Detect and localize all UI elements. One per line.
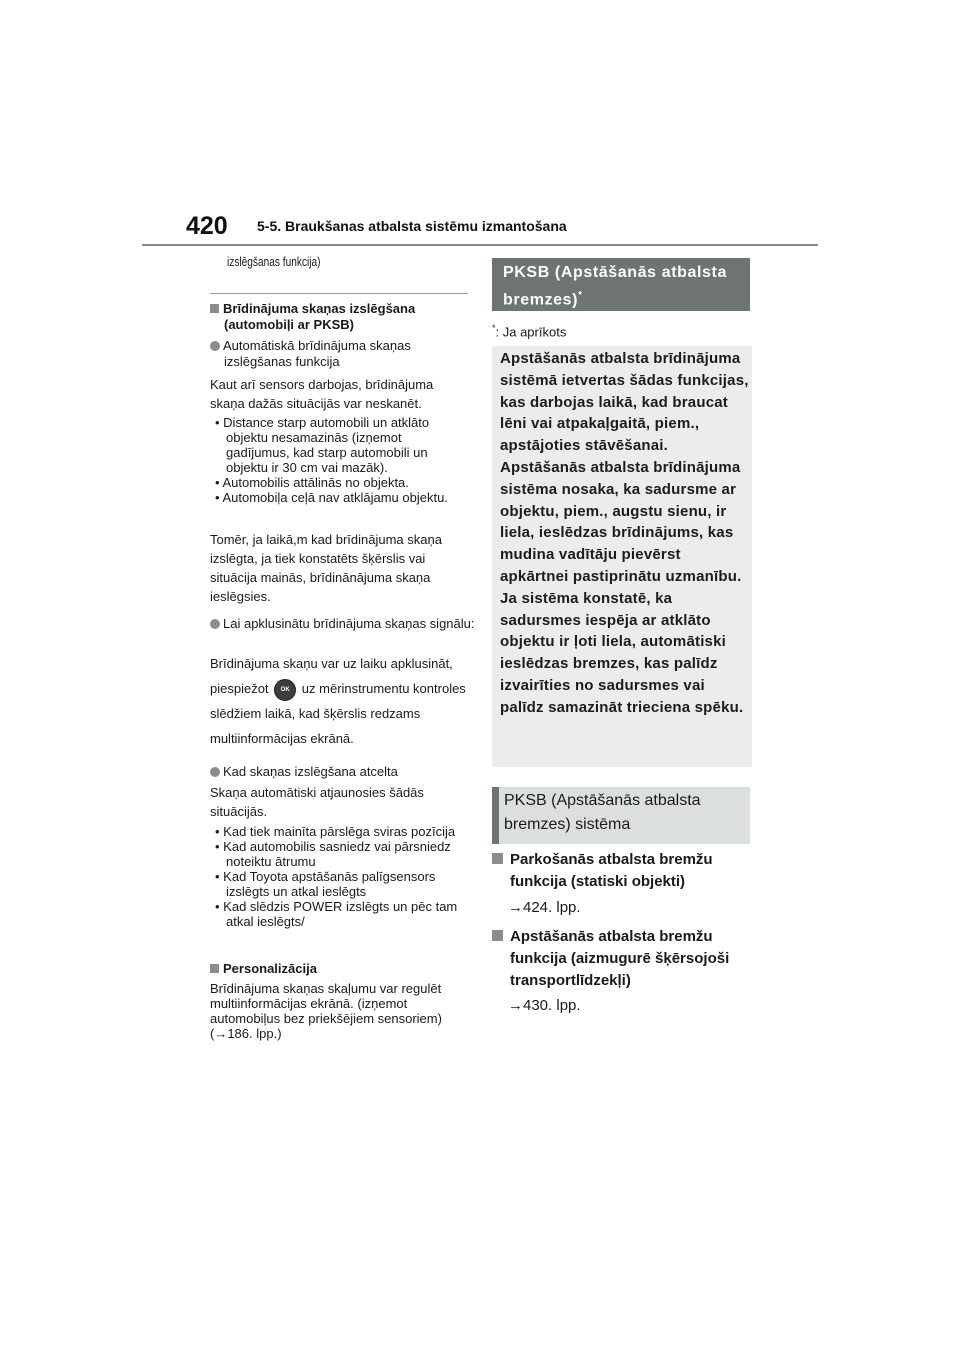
footnote-text: : Ja aprīkots [495, 324, 567, 340]
summary-text: Apstāšanās atbalsta brīdinājuma sistēmā ietvertas šādas funkcijas, kas darbojas laikā, kad braucat lēni vai atpakaļgaitā, piem., apstājoties stāvēšanai. Apstāšanās atbalsta brīdinājuma sistēma nosaka, ka sadursme ar objektu, piem., augstu sienu, ir liela, ieslēdzas brīdinājums, kas mudina vadītāju pievērst apkārtnei pastiprinātu uzmanību. Ja sistēma konstatē, ka sadursmes iespēja ar atklāto objektu ir ļoti liela, automātiski ieslēdzas bremzes, kas palīdz izvairīties no sadursmes vai palīdz samazināt trieciena spēku. [500, 350, 749, 716]
list-item: • Kad automobilis sasniedz vai pārsniedz noteiktu ātrumu [215, 839, 451, 869]
heading-warning-mute [210, 301, 482, 333]
page-reference[interactable]: →424. lpp. [508, 899, 581, 916]
header-divider [142, 244, 818, 246]
section-title: 5-5. Braukšanas atbalsta sistēmu izmantošana [257, 218, 567, 234]
ok-button-icon: OK [274, 679, 296, 701]
heading-personalization [210, 961, 468, 977]
pksb-title [503, 261, 743, 311]
footnote-mark: * [578, 290, 583, 301]
list-item: • Kad tiek mainīta pārslēga sviras pozīcija [215, 824, 456, 839]
square-bullet-icon [492, 853, 503, 864]
paragraph-ok-button [210, 651, 468, 751]
section-accent-bar [492, 787, 499, 844]
paragraph: Skaņa automātiski atjaunosies šādās situācijās. [210, 785, 424, 819]
page-reference[interactable]: →430. lpp. [508, 997, 581, 1014]
circle-bullet-icon [210, 767, 220, 777]
paragraph: Kaut arī sensors darbojas, brīdinājuma skaņa dažās situācijās var neskanēt. [210, 377, 434, 411]
list-item: • Automobilis attālinās no objekta. [215, 475, 409, 490]
item-parking-brake [492, 849, 770, 893]
paragraph-text: Brīdinājuma skaņu var uz laiku apklusināt, piespiežot [210, 656, 453, 696]
square-bullet-icon [492, 930, 503, 941]
item-rear-cross-brake [492, 926, 770, 992]
bullet-list [210, 824, 468, 929]
footnote [492, 323, 566, 339]
list-item-text: Kad tiek mainīta pārslēga sviras pozīcija [223, 824, 456, 839]
list-item: • Automobiļa ceļā nav atklājamu objektu. [215, 490, 448, 505]
list-item-text: Automobiļa ceļā nav atklājamu objektu. [222, 490, 448, 505]
square-bullet-icon [210, 304, 219, 313]
list-item-text: Kad Toyota apstāšanās palīgsensors izslēgts un atkal ieslēgts [223, 869, 436, 899]
paragraph: Tomēr, ja laikā,m kad brīdinājuma skaņa izslēgta, ja tiek konstatēts šķērslis vai situācija mainās, brīdinānājuma skaņa ieslēgsies. [210, 532, 442, 604]
circle-bullet-icon [210, 619, 220, 629]
sub-mute-cancel [210, 764, 482, 780]
list-item: • Kad Toyota apstāšanās palīgsensors izslēgts un atkal ieslēgts [215, 869, 436, 899]
list-item-text: Automobilis attālinās no objekta. [222, 475, 409, 490]
list-item-text: Distance starp automobili un atklāto objektu nesamazinās (izņemot gadījumus, kad starp automobili un objektu ir 30 cm vai mazāk). [223, 415, 430, 475]
bullet-list [210, 415, 468, 505]
square-bullet-icon [210, 964, 219, 973]
heading-personalization-text: Personalizācija [223, 961, 317, 976]
item-rear-cross-brake-title: Apstāšanās atbalsta bremžu funkcija (aizmugurē šķērsojoši transportlīdzekļi) [510, 928, 730, 989]
paragraph: Brīdinājuma skaņas skaļumu var regulēt multiinformācijas ekrānā. (izņemot automobiļus bez priekšējiem sensoriem) (→186. lpp.) [210, 981, 442, 1041]
sub-auto-mute [210, 338, 482, 370]
list-item-text: Kad automobilis sasniedz vai pārsniedz noteiktu ātrumu [223, 839, 451, 869]
item-parking-brake-title: Parkošanās atbalsta bremžu funkcija (statiski objekti) [510, 851, 713, 890]
sub-mute-signal [210, 616, 482, 632]
paragraph-text: uz mērinstrumentu kontroles slēdžiem laikā, kad šķērslis redzams multiinformācijas ekrānā. [210, 681, 466, 746]
section-heading: PKSB (Apstāšanās atbalsta bremzes) sistēma [504, 792, 701, 833]
heading-warning-mute-text: Brīdinājuma skaņas izslēgšana (automobiļi ar PKSB) [223, 301, 416, 332]
list-item-text: Kad slēdzis POWER izslēgts un pēc tam atkal ieslēgts/ [223, 899, 458, 929]
sub-mute-cancel-title: Kad skaņas izslēgšana atcelta [223, 764, 398, 779]
pksb-title-text: PKSB (Apstāšanās atbalsta bremzes) [503, 264, 727, 309]
footnote-mark: * [492, 323, 496, 333]
sub-mute-signal-title: Lai apklusinātu brīdinājuma skaņas signālu: [223, 616, 475, 631]
continued-text: izslēgšanas funkcija) [227, 254, 321, 269]
page-number: 420 [186, 212, 228, 240]
list-item: • Distance starp automobili un atklāto objektu nesamazinās (izņemot gadījumus, kad starp automobili un objektu ir 30 cm vai mazāk). [215, 415, 430, 475]
column-divider [210, 293, 468, 294]
circle-bullet-icon [210, 341, 220, 351]
list-item: • Kad slēdzis POWER izslēgts un pēc tam atkal ieslēgts/ [215, 899, 458, 929]
sub-auto-mute-title: Automātiskā brīdinājuma skaņas izslēgšanas funkcija [223, 338, 411, 369]
